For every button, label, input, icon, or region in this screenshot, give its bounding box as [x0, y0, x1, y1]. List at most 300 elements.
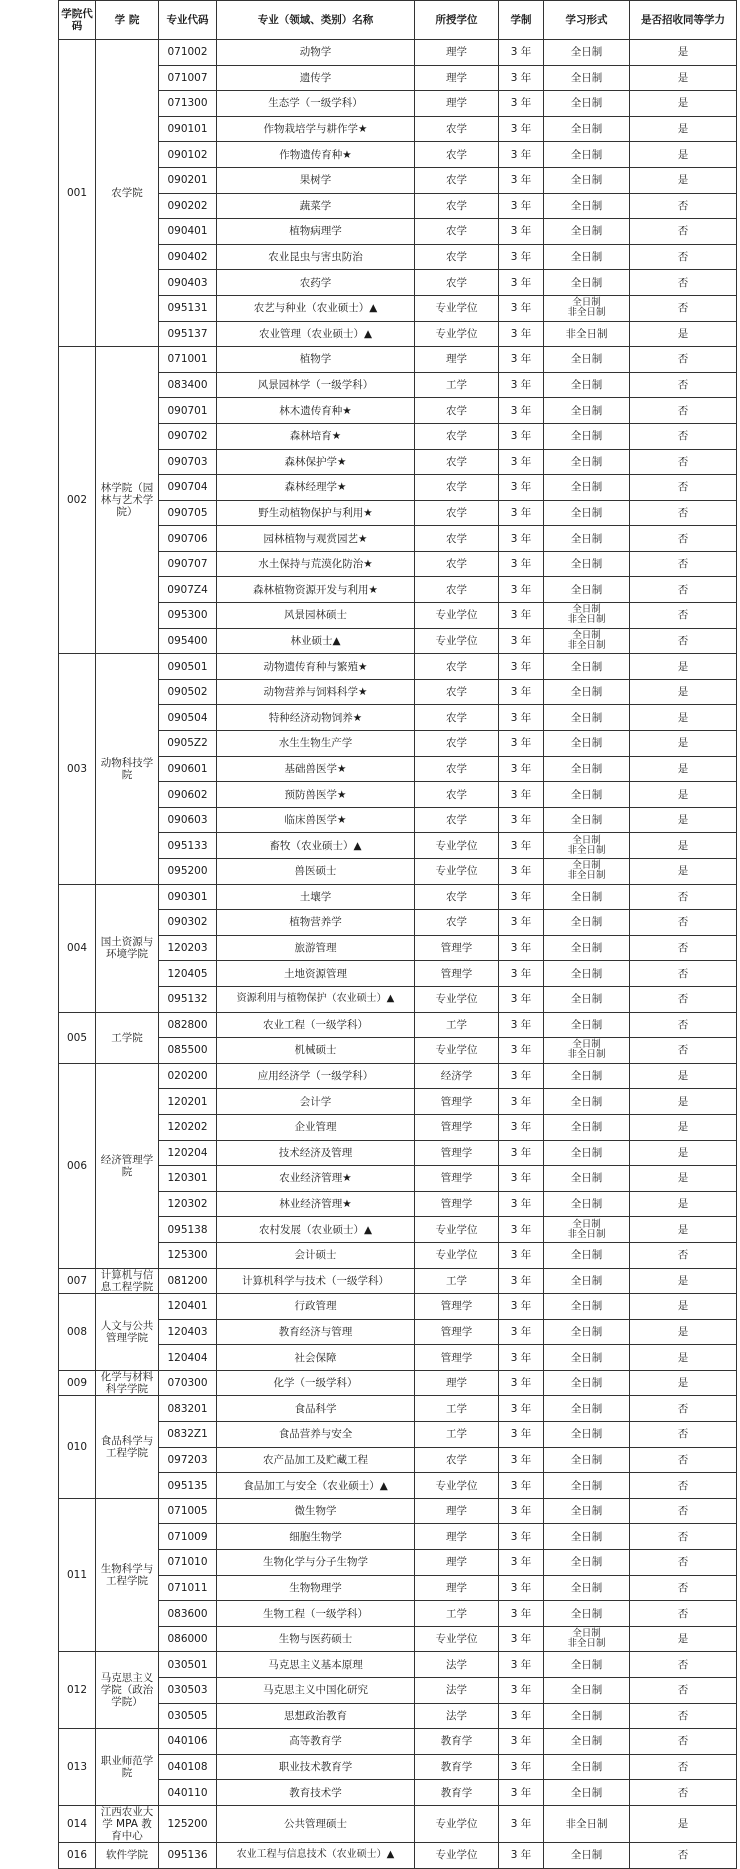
college-code: 006	[59, 1063, 96, 1268]
major-name: 果树学	[217, 167, 415, 193]
duration: 3 年	[499, 1089, 544, 1115]
major-name: 农艺与种业（农业硕士）▲	[217, 295, 415, 321]
equivalent: 是	[630, 40, 737, 66]
equivalent: 否	[630, 244, 737, 270]
duration: 3 年	[499, 270, 544, 296]
equivalent: 否	[630, 398, 737, 424]
major-code: 030503	[159, 1678, 217, 1704]
equivalent: 是	[630, 1319, 737, 1345]
study-mode: 全日制	[544, 1447, 630, 1473]
equivalent: 否	[630, 1473, 737, 1499]
table-row	[59, 449, 737, 475]
degree: 农学	[415, 449, 499, 475]
table-row	[59, 1678, 737, 1704]
table-row	[59, 244, 737, 270]
equivalent: 否	[630, 475, 737, 501]
equivalent: 是	[630, 1268, 737, 1294]
table-row	[59, 1805, 737, 1842]
major-name: 旅游管理	[217, 935, 415, 961]
duration: 3 年	[499, 756, 544, 782]
study-mode: 全日制	[544, 1780, 630, 1806]
equivalent: 否	[630, 628, 737, 654]
study-mode: 全日制	[544, 116, 630, 142]
header-major-code: 专业代码	[159, 1, 217, 40]
major-name: 特种经济动物饲养★	[217, 705, 415, 731]
degree: 理学	[415, 1575, 499, 1601]
study-mode: 全日制 非全日制	[544, 1217, 630, 1243]
degree: 农学	[415, 398, 499, 424]
major-name: 农业工程与信息技术（农业硕士）▲	[217, 1842, 415, 1868]
table-row	[59, 1601, 737, 1627]
study-mode: 全日制	[544, 1524, 630, 1550]
study-mode: 全日制	[544, 65, 630, 91]
major-code: 090504	[159, 705, 217, 731]
equivalent: 是	[630, 142, 737, 168]
major-code: 090202	[159, 193, 217, 219]
header-study-mode: 学习形式	[544, 1, 630, 40]
duration: 3 年	[499, 1114, 544, 1140]
duration: 3 年	[499, 423, 544, 449]
duration: 3 年	[499, 1370, 544, 1396]
duration: 3 年	[499, 577, 544, 603]
duration: 3 年	[499, 1217, 544, 1243]
table-row	[59, 1166, 737, 1192]
duration: 3 年	[499, 1601, 544, 1627]
major-name: 食品加工与安全（农业硕士）▲	[217, 1473, 415, 1499]
degree: 法学	[415, 1703, 499, 1729]
major-name: 水土保持与荒漠化防治★	[217, 551, 415, 577]
major-name: 蔬菜学	[217, 193, 415, 219]
equivalent: 是	[630, 1140, 737, 1166]
major-code: 095138	[159, 1217, 217, 1243]
study-mode: 全日制	[544, 1550, 630, 1576]
major-name: 野生动植物保护与利用★	[217, 500, 415, 526]
table-row	[59, 628, 737, 654]
major-name: 动物遗传育种与繁殖★	[217, 654, 415, 680]
major-name: 农业管理（农业硕士）▲	[217, 321, 415, 347]
header-equivalent: 是否招收同等学力	[630, 1, 737, 40]
degree: 管理学	[415, 1191, 499, 1217]
study-mode: 全日制	[544, 1473, 630, 1499]
major-code: 090704	[159, 475, 217, 501]
major-name: 生态学（一级学科）	[217, 91, 415, 117]
major-code: 097203	[159, 1447, 217, 1473]
major-code: 120203	[159, 935, 217, 961]
major-name: 森林植物资源开发与利用★	[217, 577, 415, 603]
major-name: 水生生物生产学	[217, 731, 415, 757]
major-name: 森林培育★	[217, 423, 415, 449]
college-code: 016	[59, 1842, 96, 1868]
equivalent: 是	[630, 91, 737, 117]
table-row	[59, 935, 737, 961]
study-mode: 全日制	[544, 1396, 630, 1422]
study-mode: 全日制	[544, 1114, 630, 1140]
duration: 3 年	[499, 475, 544, 501]
duration: 3 年	[499, 40, 544, 66]
equivalent: 是	[630, 731, 737, 757]
header-college: 学 院	[96, 1, 159, 40]
major-name: 畜牧（农业硕士）▲	[217, 833, 415, 859]
major-code: 095133	[159, 833, 217, 859]
degree: 农学	[415, 705, 499, 731]
major-name: 教育技术学	[217, 1780, 415, 1806]
major-name: 农业经济管理★	[217, 1166, 415, 1192]
equivalent: 否	[630, 551, 737, 577]
table-row	[59, 1447, 737, 1473]
major-name: 生物化学与分子生物学	[217, 1550, 415, 1576]
college-name: 软件学院	[96, 1842, 159, 1868]
college-code: 005	[59, 1012, 96, 1063]
equivalent: 是	[630, 1217, 737, 1243]
major-name: 生物物理学	[217, 1575, 415, 1601]
duration: 3 年	[499, 961, 544, 987]
table-row	[59, 807, 737, 833]
study-mode: 全日制	[544, 1319, 630, 1345]
equivalent: 否	[630, 1524, 737, 1550]
equivalent: 否	[630, 295, 737, 321]
degree: 管理学	[415, 1166, 499, 1192]
major-code: 090402	[159, 244, 217, 270]
college-name: 农学院	[96, 40, 159, 347]
major-name: 社会保障	[217, 1345, 415, 1371]
equivalent: 是	[630, 807, 737, 833]
equivalent: 否	[630, 193, 737, 219]
equivalent: 否	[630, 1754, 737, 1780]
major-code: 090706	[159, 526, 217, 552]
major-code: 030501	[159, 1652, 217, 1678]
study-mode: 全日制	[544, 1140, 630, 1166]
equivalent: 否	[630, 1447, 737, 1473]
major-code: 120401	[159, 1294, 217, 1320]
duration: 3 年	[499, 1012, 544, 1038]
duration: 3 年	[499, 551, 544, 577]
study-mode: 全日制	[544, 782, 630, 808]
major-code: 090403	[159, 270, 217, 296]
table-row	[59, 1191, 737, 1217]
college-code: 001	[59, 40, 96, 347]
equivalent: 是	[630, 1626, 737, 1652]
duration: 3 年	[499, 1447, 544, 1473]
duration: 3 年	[499, 372, 544, 398]
duration: 3 年	[499, 910, 544, 936]
degree: 管理学	[415, 961, 499, 987]
college-code: 009	[59, 1370, 96, 1396]
table-row	[59, 1089, 737, 1115]
table-row	[59, 398, 737, 424]
degree: 理学	[415, 347, 499, 373]
equivalent: 是	[630, 167, 737, 193]
major-code: 125200	[159, 1805, 217, 1842]
table-row	[59, 1473, 737, 1499]
major-code: 0905Z2	[159, 731, 217, 757]
table-row	[59, 193, 737, 219]
major-code: 081200	[159, 1268, 217, 1294]
equivalent: 是	[630, 1063, 737, 1089]
college-code: 007	[59, 1268, 96, 1294]
major-code: 090301	[159, 884, 217, 910]
major-code: 095135	[159, 1473, 217, 1499]
equivalent: 否	[630, 986, 737, 1012]
table-row	[59, 116, 737, 142]
major-name: 作物遗传育种★	[217, 142, 415, 168]
duration: 3 年	[499, 321, 544, 347]
degree: 专业学位	[415, 833, 499, 859]
study-mode: 全日制	[544, 1089, 630, 1115]
major-code: 090201	[159, 167, 217, 193]
study-mode: 全日制 非全日制	[544, 833, 630, 859]
degree: 农学	[415, 475, 499, 501]
study-mode: 全日制	[544, 270, 630, 296]
major-name: 遗传学	[217, 65, 415, 91]
major-name: 预防兽医学★	[217, 782, 415, 808]
major-name: 应用经济学（一级学科）	[217, 1063, 415, 1089]
duration: 3 年	[499, 65, 544, 91]
major-code: 120403	[159, 1319, 217, 1345]
table-row	[59, 526, 737, 552]
duration: 3 年	[499, 295, 544, 321]
study-mode: 全日制	[544, 1345, 630, 1371]
duration: 3 年	[499, 1140, 544, 1166]
table-header	[59, 1, 737, 40]
duration: 3 年	[499, 1422, 544, 1448]
major-name: 农产品加工及贮藏工程	[217, 1447, 415, 1473]
major-name: 临床兽医学★	[217, 807, 415, 833]
major-name: 农业工程（一级学科）	[217, 1012, 415, 1038]
table-row	[59, 1038, 737, 1064]
degree: 管理学	[415, 1089, 499, 1115]
equivalent: 是	[630, 1345, 737, 1371]
equivalent: 是	[630, 1370, 737, 1396]
duration: 3 年	[499, 731, 544, 757]
major-name: 教育经济与管理	[217, 1319, 415, 1345]
duration: 3 年	[499, 1242, 544, 1268]
major-code: 095137	[159, 321, 217, 347]
duration: 3 年	[499, 244, 544, 270]
degree: 专业学位	[415, 628, 499, 654]
duration: 3 年	[499, 654, 544, 680]
degree: 农学	[415, 244, 499, 270]
degree: 工学	[415, 1268, 499, 1294]
major-code: 030505	[159, 1703, 217, 1729]
major-name: 思想政治教育	[217, 1703, 415, 1729]
major-name: 作物栽培学与耕作学★	[217, 116, 415, 142]
duration: 3 年	[499, 398, 544, 424]
degree: 农学	[415, 654, 499, 680]
equivalent: 是	[630, 1805, 737, 1842]
equivalent: 是	[630, 782, 737, 808]
major-code: 083600	[159, 1601, 217, 1627]
table-row	[59, 1140, 737, 1166]
study-mode: 全日制	[544, 423, 630, 449]
study-mode: 全日制	[544, 1294, 630, 1320]
major-name: 林业经济管理★	[217, 1191, 415, 1217]
equivalent: 否	[630, 1038, 737, 1064]
major-code: 090703	[159, 449, 217, 475]
equivalent: 否	[630, 1842, 737, 1868]
header-college-code: 学院代码	[59, 1, 96, 40]
study-mode: 全日制	[544, 1012, 630, 1038]
degree: 工学	[415, 1012, 499, 1038]
table-row	[59, 1268, 737, 1294]
major-name: 农药学	[217, 270, 415, 296]
degree: 农学	[415, 679, 499, 705]
study-mode: 全日制	[544, 1191, 630, 1217]
duration: 3 年	[499, 1678, 544, 1704]
duration: 3 年	[499, 1805, 544, 1842]
major-name: 动物营养与饲料科学★	[217, 679, 415, 705]
table-row	[59, 1754, 737, 1780]
college-code: 004	[59, 884, 96, 1012]
duration: 3 年	[499, 807, 544, 833]
study-mode: 全日制	[544, 1678, 630, 1704]
major-code: 090701	[159, 398, 217, 424]
major-code: 090705	[159, 500, 217, 526]
major-code: 071005	[159, 1498, 217, 1524]
major-name: 食品营养与安全	[217, 1422, 415, 1448]
degree: 农学	[415, 807, 499, 833]
equivalent: 是	[630, 679, 737, 705]
duration: 3 年	[499, 884, 544, 910]
duration: 3 年	[499, 193, 544, 219]
equivalent: 否	[630, 1780, 737, 1806]
major-name: 风景园林学（一级学科）	[217, 372, 415, 398]
major-name: 计算机科学与技术（一级学科）	[217, 1268, 415, 1294]
major-code: 090102	[159, 142, 217, 168]
equivalent: 是	[630, 1166, 737, 1192]
study-mode: 全日制 非全日制	[544, 603, 630, 629]
duration: 3 年	[499, 1294, 544, 1320]
degree: 经济学	[415, 1063, 499, 1089]
degree: 法学	[415, 1678, 499, 1704]
equivalent: 否	[630, 372, 737, 398]
table-row	[59, 782, 737, 808]
major-name: 植物营养学	[217, 910, 415, 936]
major-code: 083201	[159, 1396, 217, 1422]
major-name: 生物工程（一级学科）	[217, 1601, 415, 1627]
table-row	[59, 270, 737, 296]
duration: 3 年	[499, 859, 544, 885]
college-name: 经济管理学院	[96, 1063, 159, 1268]
equivalent: 是	[630, 65, 737, 91]
equivalent: 是	[630, 1114, 737, 1140]
duration: 3 年	[499, 449, 544, 475]
table-row	[59, 40, 737, 66]
study-mode: 全日制	[544, 40, 630, 66]
study-mode: 全日制	[544, 910, 630, 936]
major-code: 090501	[159, 654, 217, 680]
equivalent: 否	[630, 1678, 737, 1704]
major-name: 食品科学	[217, 1396, 415, 1422]
table-row	[59, 1345, 737, 1371]
major-code: 120302	[159, 1191, 217, 1217]
table-row	[59, 1396, 737, 1422]
equivalent: 否	[630, 884, 737, 910]
study-mode: 全日制	[544, 1601, 630, 1627]
equivalent: 否	[630, 1012, 737, 1038]
study-mode: 全日制 非全日制	[544, 859, 630, 885]
degree: 法学	[415, 1652, 499, 1678]
major-name: 职业技术教育学	[217, 1754, 415, 1780]
college-code: 010	[59, 1396, 96, 1498]
table-row	[59, 1217, 737, 1243]
degree: 理学	[415, 1524, 499, 1550]
major-code: 086000	[159, 1626, 217, 1652]
study-mode: 全日制 非全日制	[544, 628, 630, 654]
major-name: 微生物学	[217, 1498, 415, 1524]
college-name: 计算机与信息工程学院	[96, 1268, 159, 1294]
degree: 农学	[415, 910, 499, 936]
degree: 管理学	[415, 1294, 499, 1320]
degree: 专业学位	[415, 859, 499, 885]
duration: 3 年	[499, 1575, 544, 1601]
equivalent: 否	[630, 423, 737, 449]
major-name: 土壤学	[217, 884, 415, 910]
equivalent: 否	[630, 219, 737, 245]
table-row	[59, 295, 737, 321]
major-code: 040108	[159, 1754, 217, 1780]
major-code: 090602	[159, 782, 217, 808]
table-row	[59, 1842, 737, 1868]
major-name: 林木遗传育种★	[217, 398, 415, 424]
major-code: 120404	[159, 1345, 217, 1371]
duration: 3 年	[499, 1396, 544, 1422]
duration: 3 年	[499, 1703, 544, 1729]
table-row	[59, 423, 737, 449]
college-code: 012	[59, 1652, 96, 1729]
major-code: 071002	[159, 40, 217, 66]
duration: 3 年	[499, 679, 544, 705]
study-mode: 全日制	[544, 705, 630, 731]
duration: 3 年	[499, 1524, 544, 1550]
major-code: 090601	[159, 756, 217, 782]
major-code: 083400	[159, 372, 217, 398]
study-mode: 全日制	[544, 142, 630, 168]
major-name: 兽医硕士	[217, 859, 415, 885]
table-row	[59, 321, 737, 347]
table-row	[59, 961, 737, 987]
table-row	[59, 986, 737, 1012]
college-name: 马克思主义学院（政治学院）	[96, 1652, 159, 1729]
duration: 3 年	[499, 1754, 544, 1780]
equivalent: 否	[630, 449, 737, 475]
duration: 3 年	[499, 1166, 544, 1192]
duration: 3 年	[499, 1191, 544, 1217]
college-name: 江西农业大学 MPA 教育中心	[96, 1805, 159, 1842]
table-row	[59, 756, 737, 782]
major-code: 085500	[159, 1038, 217, 1064]
major-code: 120201	[159, 1089, 217, 1115]
major-name: 高等教育学	[217, 1729, 415, 1755]
major-name: 技术经济及管理	[217, 1140, 415, 1166]
study-mode: 全日制	[544, 654, 630, 680]
table-row	[59, 731, 737, 757]
duration: 3 年	[499, 1652, 544, 1678]
equivalent: 否	[630, 1729, 737, 1755]
study-mode: 全日制	[544, 372, 630, 398]
table-row	[59, 679, 737, 705]
equivalent: 是	[630, 116, 737, 142]
major-code: 070300	[159, 1370, 217, 1396]
duration: 3 年	[499, 1473, 544, 1499]
degree: 工学	[415, 372, 499, 398]
degree: 农学	[415, 782, 499, 808]
table-row	[59, 1063, 737, 1089]
duration: 3 年	[499, 782, 544, 808]
major-code: 0907Z4	[159, 577, 217, 603]
major-name: 森林保护学★	[217, 449, 415, 475]
college-code: 014	[59, 1805, 96, 1842]
study-mode: 全日制	[544, 91, 630, 117]
